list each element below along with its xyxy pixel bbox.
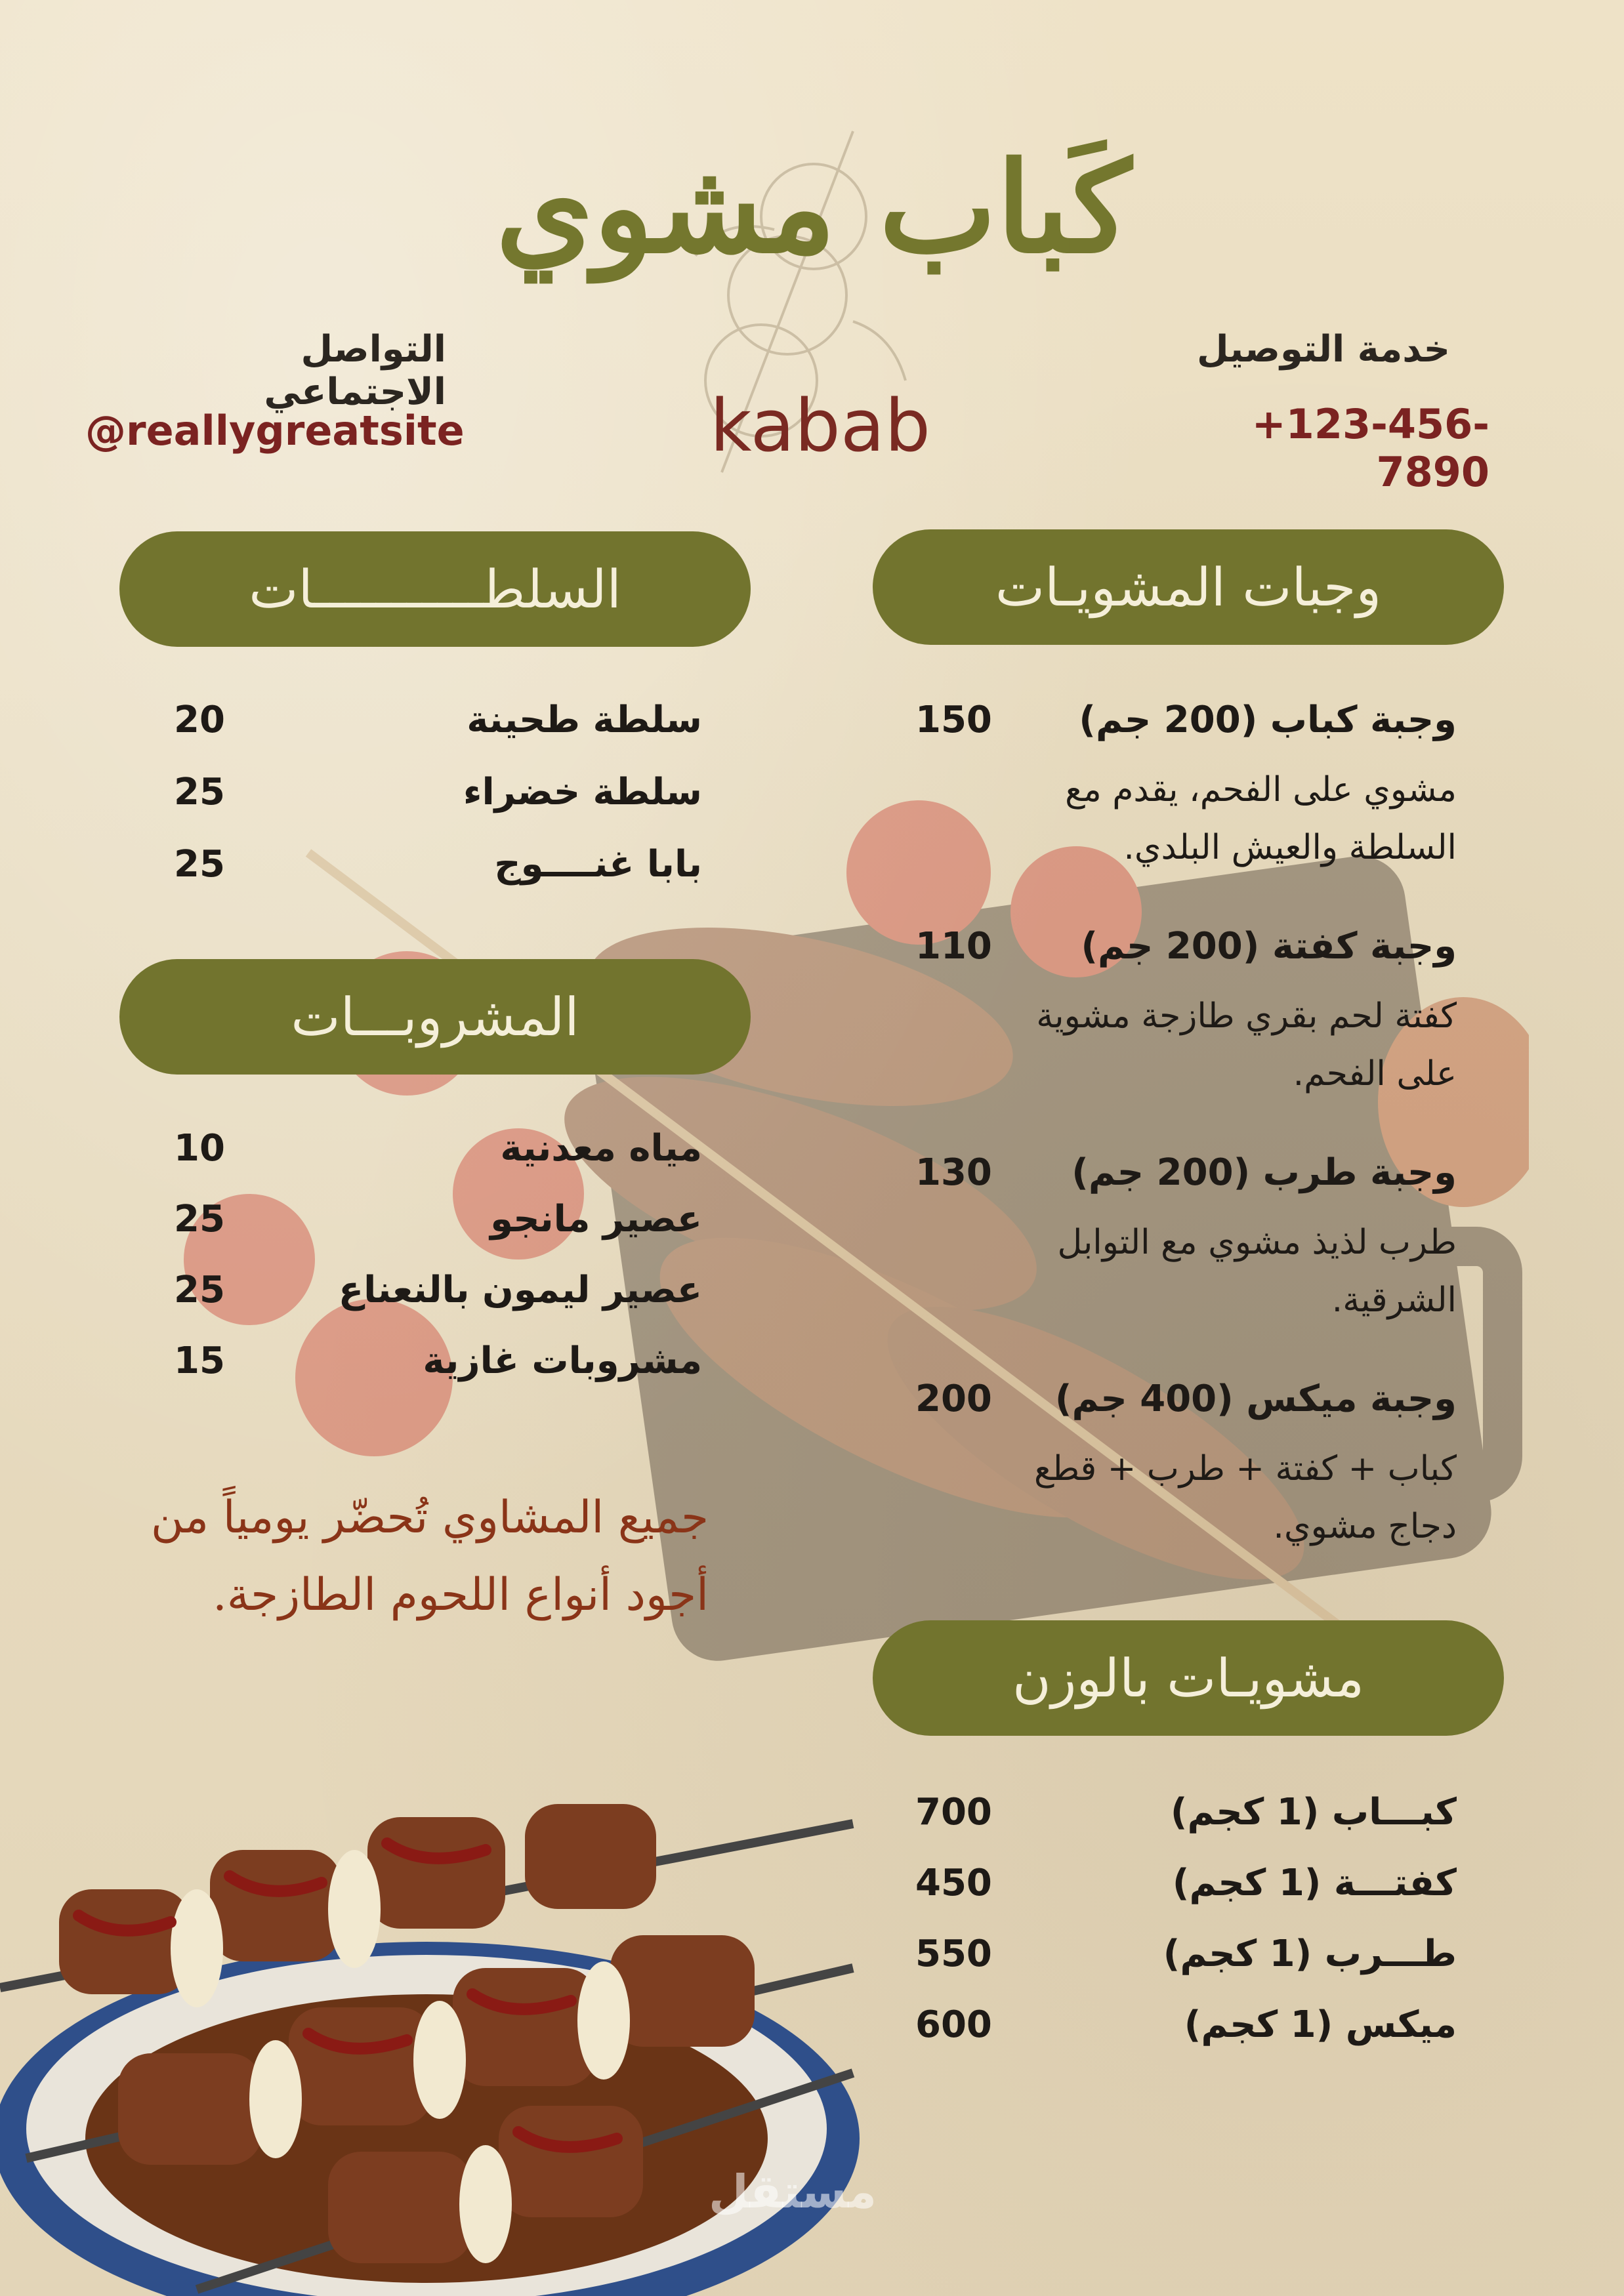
menu-title: كَباب مشوي bbox=[495, 134, 1132, 281]
social-label: التواصل الاجتماعي bbox=[264, 328, 446, 413]
weight-item-price: 550 bbox=[915, 1933, 992, 1975]
section-grill-meals-title: وجبات المشويـات bbox=[873, 529, 1504, 645]
meal-item-price: 200 bbox=[915, 1378, 992, 1420]
meal-item-name: وجبة ميكس (400 جم) bbox=[1054, 1378, 1457, 1420]
drink-item-price: 15 bbox=[174, 1340, 225, 1382]
drink-item-name: عصير مانجو bbox=[490, 1198, 702, 1240]
social-handle[interactable]: @reallygreatsite bbox=[85, 407, 465, 455]
salad-item-name: سلطة خضراء bbox=[463, 771, 702, 813]
drink-item-name: عصير ليمون بالنعناع bbox=[338, 1269, 702, 1311]
freshness-note: جميع المشاوي تُحضّر يومياً من أجود أنواع اللحوم الطازجة. bbox=[150, 1492, 709, 1621]
section-salads-title: السلطـــــــــــات bbox=[119, 531, 751, 647]
meal-item-name: وجبة طرب (200 جم) bbox=[1072, 1151, 1457, 1194]
weight-item-price: 450 bbox=[915, 1862, 992, 1904]
meal-item-desc: طرب لذيذ مشوي مع التوابل الشرقية. bbox=[1057, 1223, 1457, 1320]
meal-item-desc: مشوي على الفحم، يقدم مع السلطة والعيش البلدي. bbox=[1065, 770, 1457, 867]
drink-item-name: مياه معدنية bbox=[500, 1127, 702, 1170]
drink-item-price: 25 bbox=[174, 1269, 225, 1311]
delivery-label: خدمة التوصيل bbox=[1197, 328, 1450, 371]
salad-item-price: 25 bbox=[174, 771, 225, 813]
meal-item-desc: كباب + كفتة + طرب + قطع دجاج مشوي. bbox=[1034, 1449, 1457, 1546]
salad-item-price: 25 bbox=[174, 843, 225, 886]
salad-item-name: سلطة طحينة bbox=[467, 699, 702, 741]
meal-item-price: 150 bbox=[915, 699, 992, 741]
weight-item-name: كبـــاب (1 كجم) bbox=[1170, 1791, 1457, 1834]
salad-item-price: 20 bbox=[174, 699, 225, 741]
drink-item-price: 10 bbox=[174, 1127, 225, 1170]
menu-subtitle: kabab bbox=[709, 384, 931, 468]
weight-item-name: طـــرب (1 كجم) bbox=[1163, 1933, 1457, 1975]
section-by-weight-title: مشويـات بالوزن bbox=[873, 1620, 1504, 1736]
delivery-phone[interactable]: +123-456-7890 bbox=[1251, 400, 1489, 496]
meal-item-name: وجبة كباب (200 جم) bbox=[1079, 699, 1457, 741]
weight-item-price: 600 bbox=[915, 2003, 992, 2046]
meal-item-desc: كفتة لحم بقري طازجة مشوية على الفحم. bbox=[1036, 996, 1457, 1094]
meal-item-price: 130 bbox=[915, 1151, 992, 1194]
section-drinks-title: المشروبـــات bbox=[119, 959, 751, 1075]
weight-item-price: 700 bbox=[915, 1791, 992, 1834]
meal-item-name: وجبة كفتة (200 جم) bbox=[1081, 925, 1457, 968]
meal-item-price: 110 bbox=[915, 925, 992, 968]
drink-item-price: 25 bbox=[174, 1198, 225, 1240]
drink-item-name: مشروبات غازية bbox=[423, 1340, 702, 1382]
weight-item-name: ميكس (1 كجم) bbox=[1184, 2003, 1457, 2046]
watermark-logo: مستقل bbox=[709, 2165, 877, 2219]
salad-item-name: بابا غنــــوج bbox=[494, 843, 702, 886]
weight-item-name: كفتـــة (1 كجم) bbox=[1172, 1862, 1457, 1904]
